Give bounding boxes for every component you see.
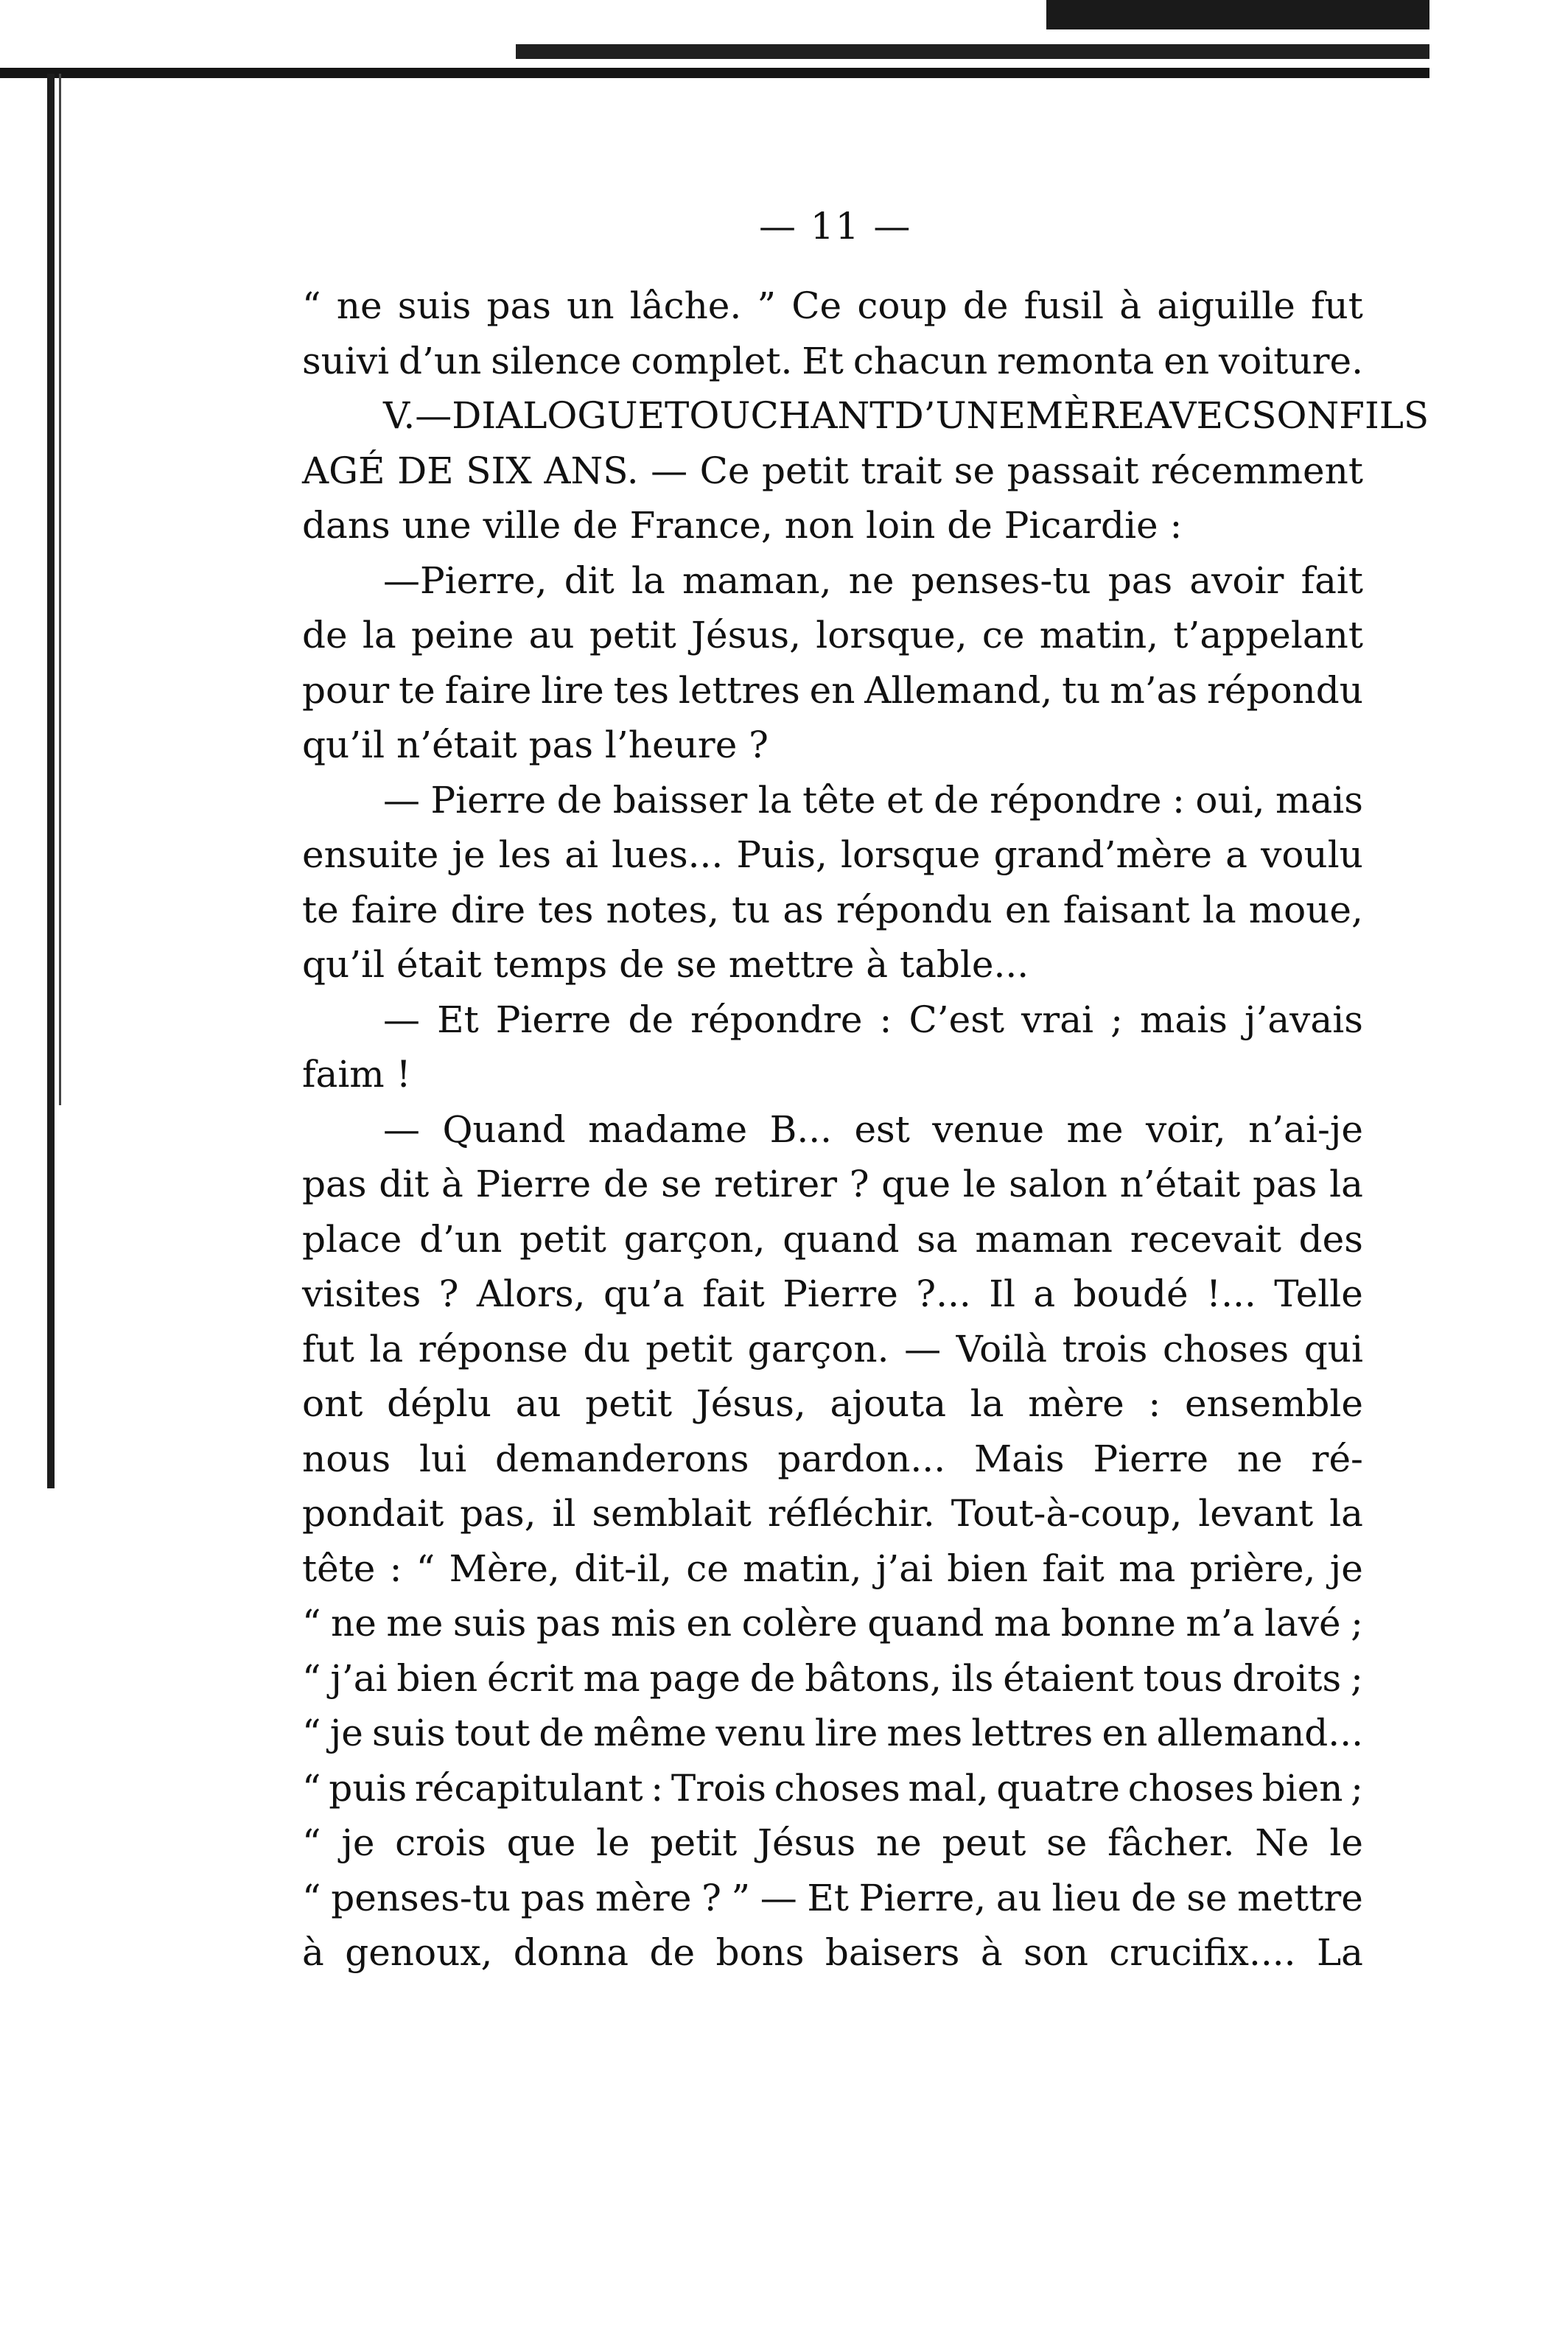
text-line: à genoux, donna de bons baisers à son crucifix.... La [302, 1931, 1363, 1974]
body-text [302, 279, 1429, 1981]
scan-edge-top-dark [1046, 0, 1429, 29]
text-line: visites ? Alors, qu’a fait Pierre ?... Il a boudé !... Telle [302, 1272, 1363, 1315]
text-line: “ penses-tu pas mère ? ” — Et Pierre, au lieu de se mettre [302, 1876, 1363, 1919]
text-line: te faire dire tes notes, tu as répondu en faisant la moue, [302, 888, 1363, 931]
text-line: suivi d’un silence complet. Et chacun remonta en voiture. [302, 339, 1363, 382]
text-line: dans une ville de France, non loin de Picardie : [302, 504, 1183, 547]
scan-binding-edge [47, 74, 55, 1488]
text-line: tête : “ Mère, dit-il, ce matin, j’ai bien fait ma prière, je [302, 1547, 1363, 1590]
text-line: fut la réponse du petit garçon. — Voilà trois choses qui [302, 1327, 1363, 1370]
page-number: — 11 — [759, 205, 912, 248]
section-heading-line: AGÉ DE SIX ANS. — Ce petit trait se passait récemment [302, 449, 1363, 492]
text-line: “ j’ai bien écrit ma page de bâtons, ils étaient tous droits ; [302, 1656, 1363, 1700]
text-line: pas dit à Pierre de se retirer ? que le salon n’était pas la [302, 1163, 1363, 1205]
text-line: “ ne me suis pas mis en colère quand ma bonne m’a lavé ; [302, 1602, 1363, 1645]
text-line: “ puis récapitulant : Trois choses mal, quatre choses bien ; [302, 1766, 1363, 1810]
text-line: — Quand madame B... est venue me voir, n’ai-je [383, 1107, 1363, 1151]
text-line: — Pierre de baisser la tête et de répondre : oui, mais [383, 778, 1363, 822]
text-line: “ je crois que le petit Jésus ne peut se fâcher. Ne le [302, 1821, 1363, 1864]
text-line: nous lui demanderons pardon... Mais Pierre ne ré- [302, 1437, 1363, 1480]
scan-edge-top-rule [0, 68, 1429, 78]
text-line: —Pierre, dit la maman, ne penses-tu pas avoir fait [383, 559, 1363, 602]
text-line: ensuite je les ai lues... Puis, lorsque grand’mère a voulu [302, 833, 1363, 876]
text-line: “ je suis tout de même venu lire mes lettres en allemand... [302, 1712, 1363, 1754]
text-line: faim ! [302, 1053, 411, 1096]
text-line: ont déplu au petit Jésus, ajouta la mère : ensemble [302, 1382, 1363, 1425]
text-line: qu’il n’était pas l’heure ? [302, 724, 769, 766]
text-line: — Et Pierre de répondre : C’est vrai ; mais j’avais [383, 998, 1363, 1041]
text-line: place d’un petit garçon, quand sa maman recevait des [302, 1217, 1363, 1261]
text-line: “ ne suis pas un lâche. ” Ce coup de fusil à aiguille fut [302, 284, 1363, 327]
section-heading-line: V. — DIALOGUE TOUCHANT D’UNE MÈRE AVEC SON FILS [383, 394, 1429, 437]
scan-edge-top-mid [516, 44, 1429, 59]
text-line: pondait pas, il semblait réfléchir. Tout-à-coup, levant la [302, 1492, 1363, 1535]
text-line: pour te faire lire tes lettres en Allemand, tu m’as répondu [302, 668, 1363, 712]
text-line: qu’il était temps de se mettre à table... [302, 943, 1029, 986]
text-line: de la peine au petit Jésus, lorsque, ce matin, t’appelant [302, 614, 1363, 656]
scan-binding-edge-thin [59, 74, 61, 1105]
